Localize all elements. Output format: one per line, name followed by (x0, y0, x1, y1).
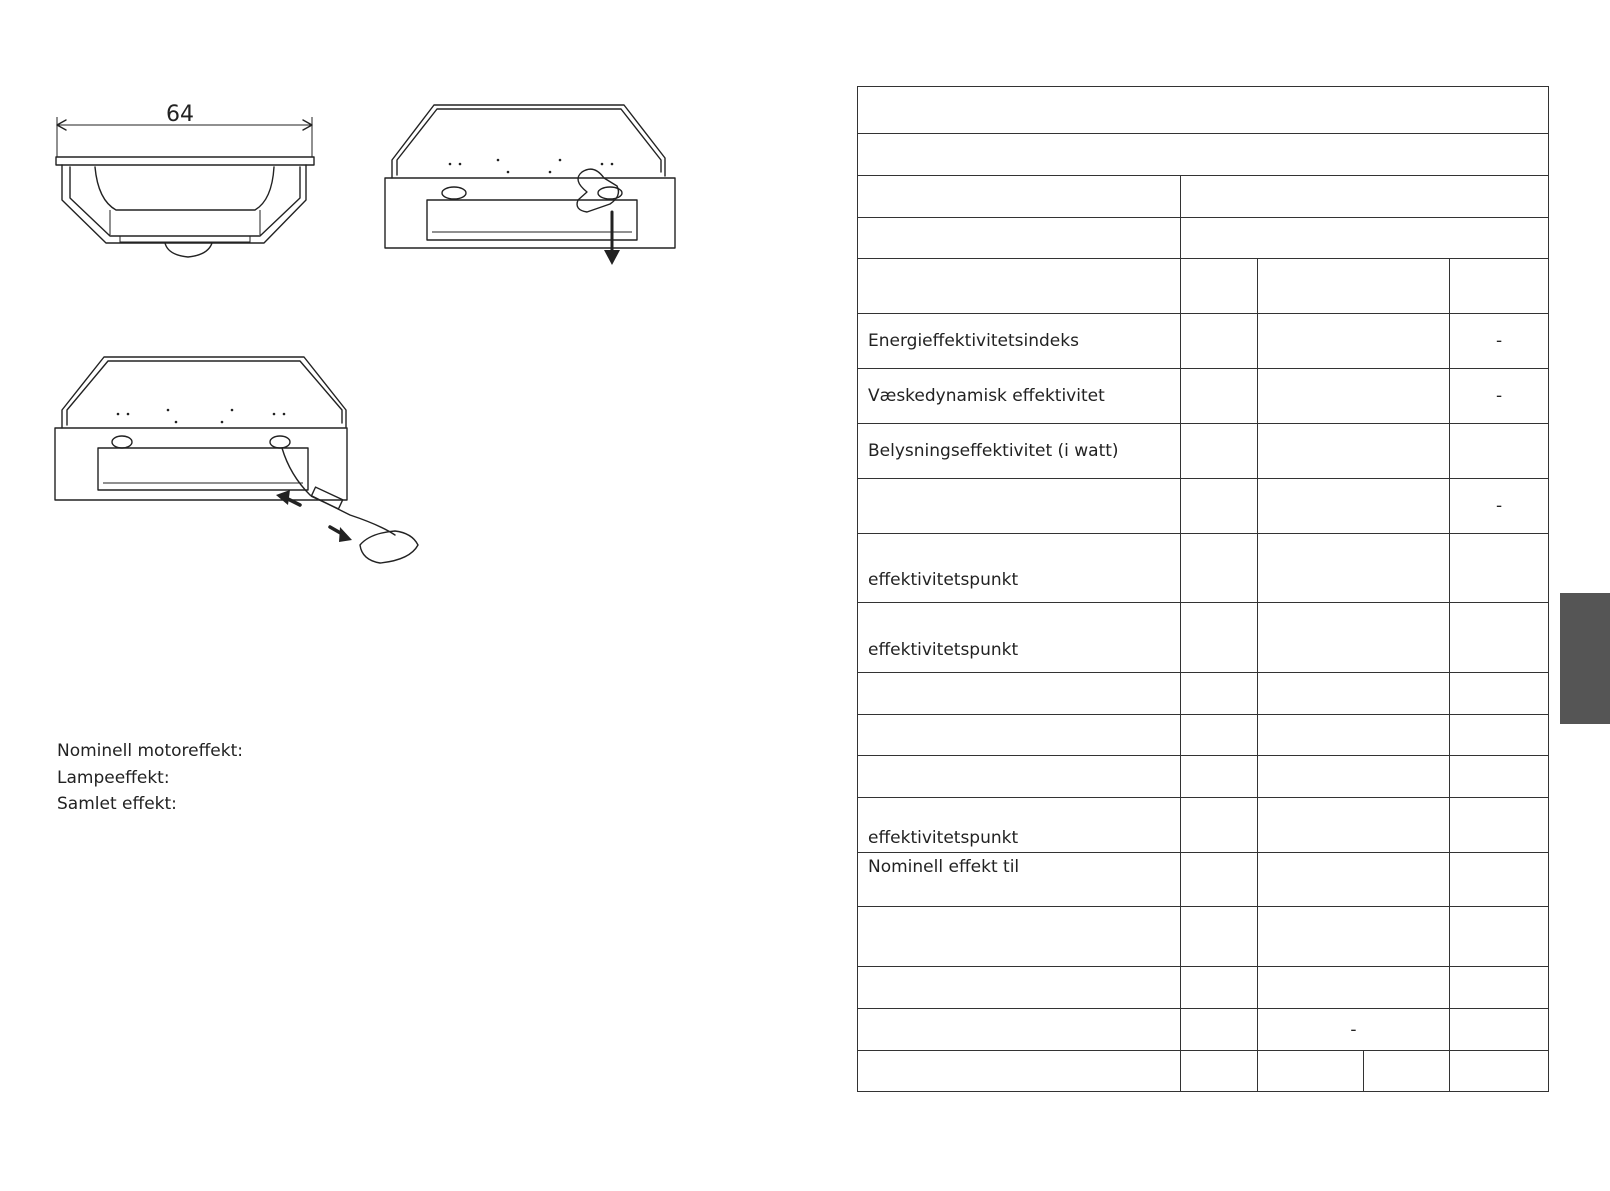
dash-cell: - (1258, 1009, 1450, 1051)
table-row (858, 798, 1549, 853)
table-row (858, 479, 1549, 534)
efficiency-point-label: effektivitetspunkt (858, 798, 1181, 853)
fluid-dynamic-efficiency-label: Væskedynamisk effektivitet (858, 369, 1181, 424)
energy-efficiency-index-label: Energieffektivitetsindeks (858, 314, 1181, 369)
table-row (858, 603, 1549, 673)
product-data-table (857, 86, 1549, 1092)
table-row (858, 1009, 1549, 1051)
hood-dimension-figure (50, 95, 330, 270)
table-row (858, 1051, 1549, 1092)
table-row (858, 369, 1549, 424)
dash-cell: - (1450, 314, 1549, 369)
table-row (858, 424, 1549, 479)
lamp-removal-figure (382, 100, 682, 270)
dash-cell: - (1450, 479, 1549, 534)
table-row (858, 673, 1549, 715)
lamp-connector-figure (50, 355, 430, 585)
nominal-power-label: Nominell effekt til (858, 853, 1181, 907)
table-row (858, 314, 1549, 369)
table-row (858, 534, 1549, 603)
total-power-label: Samlet effekt: (57, 794, 177, 814)
side-tab (1560, 593, 1610, 724)
power-specs (57, 738, 243, 818)
efficiency-point-label: effektivitetspunkt (858, 534, 1181, 603)
table-row (858, 134, 1549, 176)
table-row (858, 967, 1549, 1009)
table-row (858, 259, 1549, 314)
table-row (858, 87, 1549, 134)
dimension-label: 64 (166, 102, 194, 127)
dash-cell: - (1450, 369, 1549, 424)
table-row (858, 756, 1549, 798)
nominal-motor-power-label: Nominell motoreffekt: (57, 741, 243, 761)
table-row (858, 907, 1549, 967)
lamp-power-label: Lampeeffekt: (57, 767, 170, 788)
table-row (858, 218, 1549, 259)
table-row (858, 853, 1549, 907)
table-row (858, 715, 1549, 756)
efficiency-point-label: effektivitetspunkt (858, 603, 1181, 673)
lighting-efficiency-label: Belysningseffektivitet (i watt) (858, 424, 1181, 479)
table-row (858, 176, 1549, 218)
